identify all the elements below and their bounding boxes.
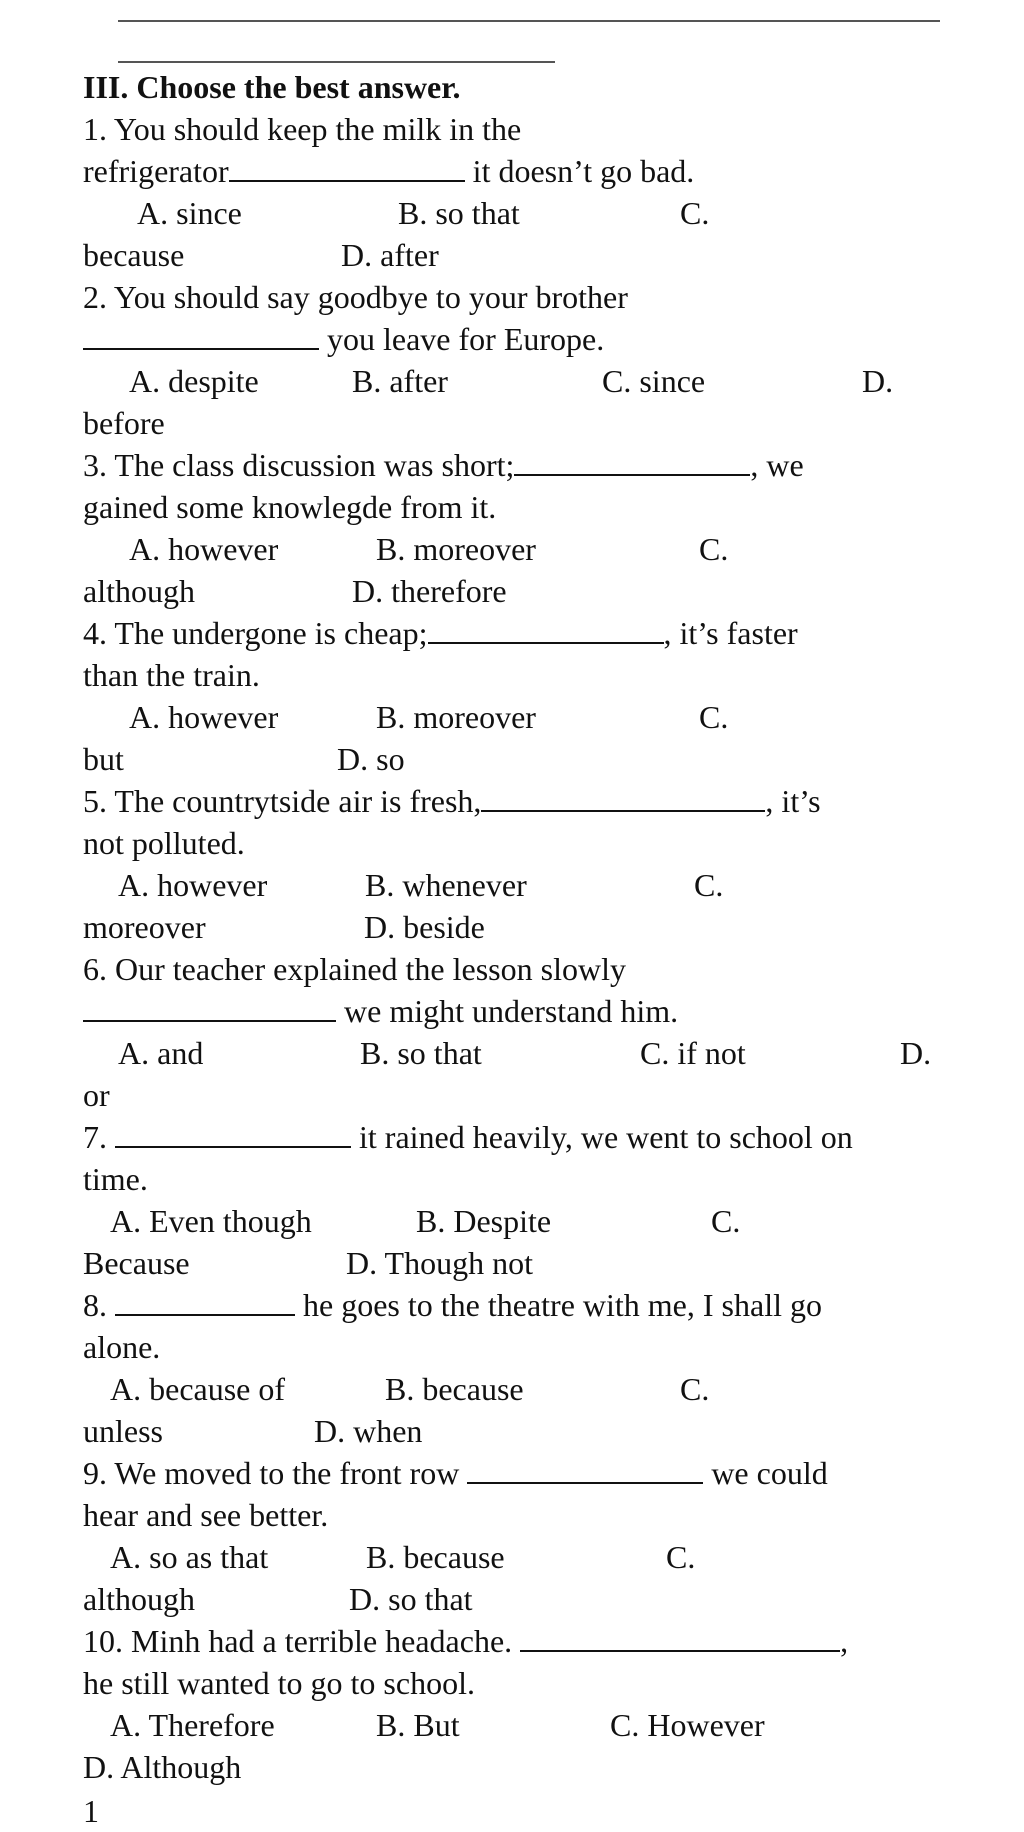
question-2-line-1: 2. You should say goodbye to your brother xyxy=(83,279,628,315)
answer-blank[interactable] xyxy=(514,446,750,476)
question-6-line-2 xyxy=(83,990,678,1032)
question-7-text-b: it rained heavily, we went to school on xyxy=(359,1119,853,1155)
answer-blank[interactable] xyxy=(115,1118,351,1148)
question-6-option-c[interactable]: C. if not xyxy=(640,1035,746,1071)
question-9-line-2: hear and see better. xyxy=(83,1497,329,1533)
question-2-option-a[interactable]: A. despite xyxy=(129,363,259,399)
answer-blank[interactable] xyxy=(520,1622,840,1652)
question-9-option-a[interactable]: A. so as that xyxy=(110,1539,269,1575)
question-4-option-d[interactable]: D. so xyxy=(337,741,405,777)
question-6-text: we might understand him. xyxy=(344,993,679,1029)
question-4-option-c-text[interactable]: but xyxy=(83,741,124,777)
question-9-option-b[interactable]: B. because xyxy=(366,1539,505,1575)
question-4-option-a[interactable]: A. however xyxy=(129,699,279,735)
question-8-option-c[interactable]: C. xyxy=(680,1371,710,1407)
question-7-line-1 xyxy=(83,1116,853,1158)
question-4-line-1 xyxy=(83,612,798,654)
question-5-option-d[interactable]: D. beside xyxy=(364,909,485,945)
answer-blank[interactable] xyxy=(428,614,664,644)
question-5-option-b[interactable]: B. whenever xyxy=(365,867,527,903)
answer-blank[interactable] xyxy=(83,320,319,350)
question-10-option-b[interactable]: B. But xyxy=(376,1707,460,1743)
question-7-option-b[interactable]: B. Despite xyxy=(416,1203,552,1239)
question-1-line-1: 1. You should keep the milk in the xyxy=(83,111,522,147)
question-10-option-d[interactable]: D. Although xyxy=(83,1749,242,1785)
second-rule xyxy=(118,61,555,63)
question-9-option-c-text[interactable]: although xyxy=(83,1581,195,1617)
question-6-line-1: 6. Our teacher explained the lesson slowly xyxy=(83,951,626,987)
question-1-text-b: it doesn’t go bad. xyxy=(472,153,695,189)
question-5-text-b: , it’s xyxy=(765,783,821,819)
footer-mark: 1 xyxy=(83,1793,99,1829)
question-3-text-a: 3. The class discussion was short; xyxy=(83,447,515,483)
question-6-option-d-text[interactable]: or xyxy=(83,1077,110,1113)
question-1-option-c[interactable]: C. xyxy=(680,195,710,231)
question-5-option-c[interactable]: C. xyxy=(694,867,724,903)
question-7-option-a[interactable]: A. Even though xyxy=(110,1203,312,1239)
question-9-line-1 xyxy=(83,1452,828,1494)
question-9-text-a: 9. We moved to the front row xyxy=(83,1455,460,1491)
question-3-option-a[interactable]: A. however xyxy=(129,531,279,567)
question-1-option-b[interactable]: B. so that xyxy=(398,195,520,231)
question-4-option-c[interactable]: C. xyxy=(699,699,729,735)
question-2-option-d-text[interactable]: before xyxy=(83,405,165,441)
question-5-line-1 xyxy=(83,780,821,822)
answer-blank[interactable] xyxy=(115,1286,295,1316)
question-8-text-a: 8. xyxy=(83,1287,107,1323)
question-1-text-a: refrigerator xyxy=(83,153,229,189)
question-1-option-d[interactable]: D. after xyxy=(341,237,439,273)
answer-blank[interactable] xyxy=(83,992,336,1022)
question-2-option-b[interactable]: B. after xyxy=(352,363,448,399)
question-2-text: you leave for Europe. xyxy=(327,321,605,357)
question-9-option-d[interactable]: D. so that xyxy=(349,1581,473,1617)
question-10-text-b: , xyxy=(840,1623,849,1659)
question-8-option-d[interactable]: D. when xyxy=(314,1413,423,1449)
question-4-text-b: , it’s faster xyxy=(663,615,798,651)
question-10-option-c[interactable]: C. However xyxy=(610,1707,765,1743)
question-1-option-c-text[interactable]: because xyxy=(83,237,185,273)
question-5-text-a: 5. The countrytside air is fresh, xyxy=(83,783,482,819)
question-6-option-d[interactable]: D. xyxy=(900,1035,932,1071)
question-3-line-1 xyxy=(83,444,804,486)
question-4-option-b[interactable]: B. moreover xyxy=(376,699,536,735)
question-2-line-2 xyxy=(83,318,604,360)
question-7-option-c[interactable]: C. xyxy=(711,1203,741,1239)
question-7-line-2: time. xyxy=(83,1161,148,1197)
question-8-option-b[interactable]: B. because xyxy=(385,1371,524,1407)
question-6-option-b[interactable]: B. so that xyxy=(360,1035,482,1071)
question-8-line-1 xyxy=(83,1284,822,1326)
answer-blank[interactable] xyxy=(229,152,465,182)
answer-blank[interactable] xyxy=(467,1454,703,1484)
question-8-option-c-text[interactable]: unless xyxy=(83,1413,163,1449)
question-9-option-c[interactable]: C. xyxy=(666,1539,696,1575)
question-5-line-2: not polluted. xyxy=(83,825,245,861)
question-7-option-c-text[interactable]: Because xyxy=(83,1245,190,1281)
section-heading: III. Choose the best answer. xyxy=(83,69,461,105)
question-8-option-a[interactable]: A. because of xyxy=(110,1371,286,1407)
question-10-line-1 xyxy=(83,1620,848,1662)
top-rule xyxy=(118,20,940,22)
question-10-option-a[interactable]: A. Therefore xyxy=(110,1707,275,1743)
question-7-option-d[interactable]: D. Though not xyxy=(346,1245,533,1281)
question-9-text-b: we could xyxy=(711,1455,828,1491)
question-6-option-a[interactable]: A. and xyxy=(118,1035,204,1071)
question-8-line-2: alone. xyxy=(83,1329,161,1365)
question-10-text-a: 10. Minh had a terrible headache. xyxy=(83,1623,513,1659)
question-3-option-c-text[interactable]: although xyxy=(83,573,195,609)
question-3-option-d[interactable]: D. therefore xyxy=(352,573,507,609)
question-3-text-b: , we xyxy=(750,447,804,483)
question-2-option-c[interactable]: C. since xyxy=(602,363,706,399)
question-5-option-c-text[interactable]: moreover xyxy=(83,909,206,945)
question-4-text-a: 4. The undergone is cheap; xyxy=(83,615,428,651)
question-7-text-a: 7. xyxy=(83,1119,107,1155)
question-1-option-a[interactable]: A. since xyxy=(137,195,242,231)
question-3-option-c[interactable]: C. xyxy=(699,531,729,567)
question-8-text-b: he goes to the theatre with me, I shall go xyxy=(303,1287,822,1323)
question-10-line-2: he still wanted to go to school. xyxy=(83,1665,475,1701)
question-5-option-a[interactable]: A. however xyxy=(118,867,268,903)
question-2-option-d[interactable]: D. xyxy=(862,363,894,399)
question-1-line-2 xyxy=(83,150,694,192)
question-3-option-b[interactable]: B. moreover xyxy=(376,531,536,567)
question-4-line-2: than the train. xyxy=(83,657,260,693)
question-3-line-2: gained some knowlegde from it. xyxy=(83,489,497,525)
answer-blank[interactable] xyxy=(481,782,765,812)
